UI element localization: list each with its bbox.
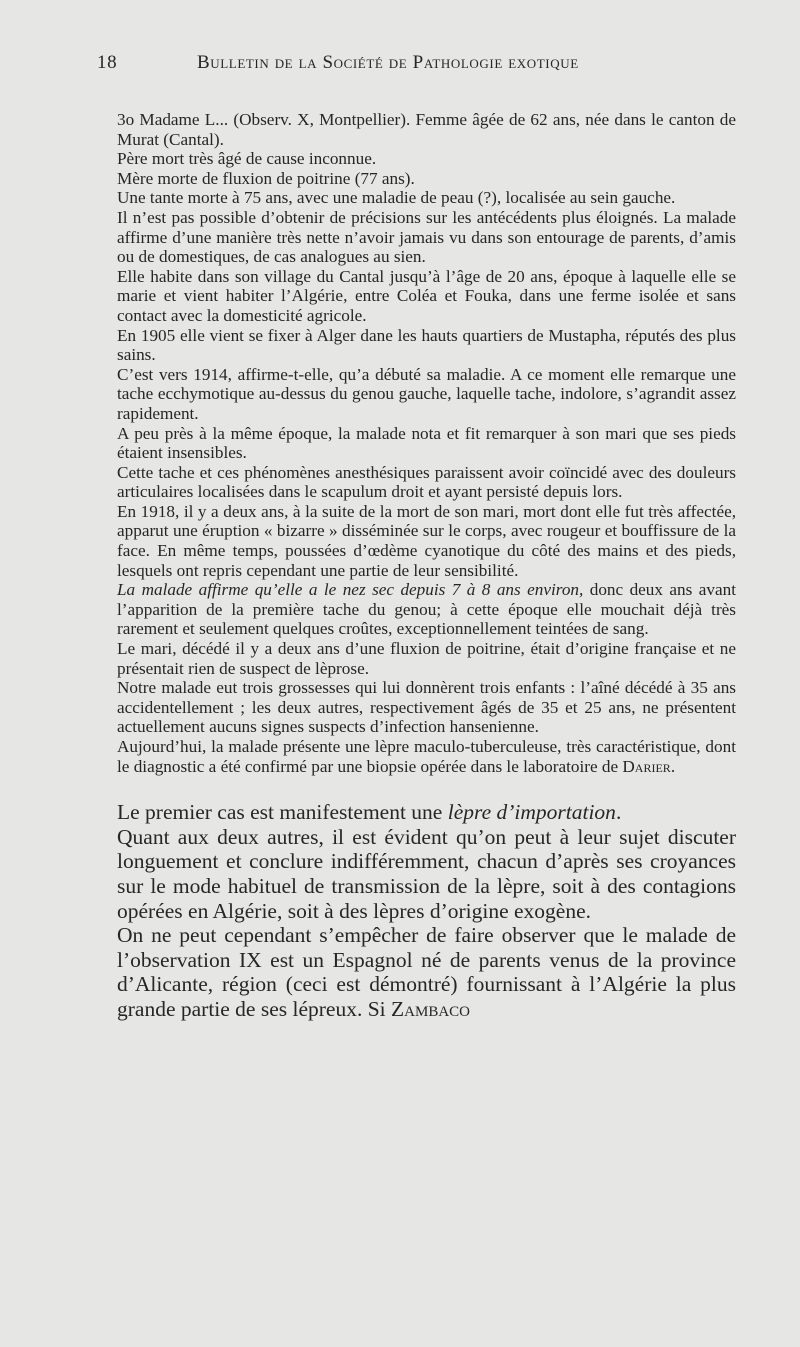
author-name: Darier bbox=[622, 756, 671, 776]
italic-text: La malade affirme qu’elle a le nez sec depuis 7 à 8 ans environ, bbox=[117, 580, 584, 600]
paragraph-text: Aujourd’hui, la malade présente une lèpre maculo-tuberculeuse, très caractéristique, dont le diagnostic a été confirmé par une biopsie opérée dans le laboratoire de bbox=[117, 737, 736, 776]
page-number: 18 bbox=[97, 52, 118, 73]
paragraph: Quant aux deux autres, il est évident qu’on peut à leur sujet discuter longuement et conclure indifféremment, chacun d’après ses croyances sur le mode habituel de transmission de la lèpre, soit à des contagions opérées en Algérie, soit à des lèpres d’origine exogène. bbox=[117, 824, 736, 923]
section-gap bbox=[117, 776, 736, 800]
paragraph: Cette tache et ces phénomènes anesthésiques paraissent avoir coïncidé avec des douleurs articulaires localisées dans le scapulum droit et ayant persisté depuis lors. bbox=[117, 462, 736, 502]
paragraph-text: donc deux ans avant l’apparition de la première tache du genou; à cette époque elle mouchait déjà très rarement et seulement quelques croûtes, exceptionnellement teintées de sang. bbox=[117, 580, 736, 639]
paragraph: A peu près à la même époque, la malade nota et fit remarquer à son mari que ses pieds étaient insensibles. bbox=[117, 423, 736, 463]
paragraph: En 1905 elle vient se fixer à Alger dane les hauts quartiers de Mustapha, réputés des plus sains. bbox=[117, 325, 736, 365]
paragraph bbox=[117, 737, 736, 776]
discussion bbox=[117, 800, 736, 1021]
author-name: Zambaco bbox=[391, 996, 471, 1021]
running-title: Bulletin de la Société de Pathologie exotique bbox=[197, 52, 579, 73]
case-observation bbox=[117, 110, 736, 776]
paragraph: Il n’est pas possible d’obtenir de précisions sur les antécédents plus éloignés. La malade affirme d’une manière très nette n’avoir jamais vu dans son entourage de parents, d’amis ou de domestiques, de cas analogues au sien. bbox=[117, 207, 736, 267]
paragraph: 3o Madame L... (Observ. X, Montpellier). Femme âgée de 62 ans, née dans le canton de Murat (Cantal). bbox=[117, 110, 736, 149]
punctuation: . bbox=[615, 800, 622, 825]
paragraph: Mère morte de fluxion de poitrine (77 ans). bbox=[117, 168, 415, 188]
paragraph bbox=[117, 923, 736, 1021]
paragraph: Notre malade eut trois grossesses qui lui donnèrent trois enfants : l’aîné décédé à 35 ans accidentellement ; les deux autres, respectivement âgés de 35 et 25 ans, ne présentent actuellement aucuns signes suspects d’infection hansenienne. bbox=[117, 678, 736, 737]
paragraph: Père mort très âgé de cause inconnue. bbox=[117, 149, 377, 169]
paragraph: En 1918, il y a deux ans, à la suite de la mort de son mari, mort dont elle fut très affectée, apparut une éruption « bizarre » disséminée sur le corps, avec rougeur et bouffissure de la face. En même temps, poussées d’œdème cyanotique du côté des mains et des pieds, lesquels ont repris cependant une partie de leur sensibilité. bbox=[117, 501, 736, 580]
paragraph-text: On ne peut cependant s’empêcher de faire observer que le malade de l’observation IX est un Espagnol né de parents venus de la province d’Alicante, région (ceci est démontré) fournissant à l’Algérie la plus grande partie de ses lépreux. Si bbox=[117, 923, 736, 1021]
paragraph: Elle habite dans son village du Cantal jusqu’à l’âge de 20 ans, époque à laquelle elle se marie et vient habiter l’Algérie, entre Coléa et Fouka, dans une ferme isolée et sans contact avec la domesticité agricole. bbox=[117, 266, 736, 325]
paragraph bbox=[117, 580, 736, 639]
italic-text: lèpre d’importation bbox=[447, 800, 616, 825]
punctuation: . bbox=[670, 756, 676, 776]
paragraph: Une tante morte à 75 ans, avec une maladie de peau (?), localisée au sein gauche. bbox=[117, 188, 676, 208]
paragraph-text: Le premier cas est manifestement une bbox=[117, 800, 448, 825]
paragraph: Le mari, décédé il y a deux ans d’une fluxion de poitrine, était d’origine française et ne présentait rien de suspect de lèprose. bbox=[117, 639, 736, 678]
paragraph bbox=[117, 800, 736, 825]
page-header bbox=[97, 52, 736, 92]
paragraph: C’est vers 1914, affirme-t-elle, qu’a débuté sa maladie. A ce moment elle remarque une tache ecchymotique au-dessus du genou gauche, laquelle tache, indolore, s’agrandit assez rapidement. bbox=[117, 364, 736, 423]
